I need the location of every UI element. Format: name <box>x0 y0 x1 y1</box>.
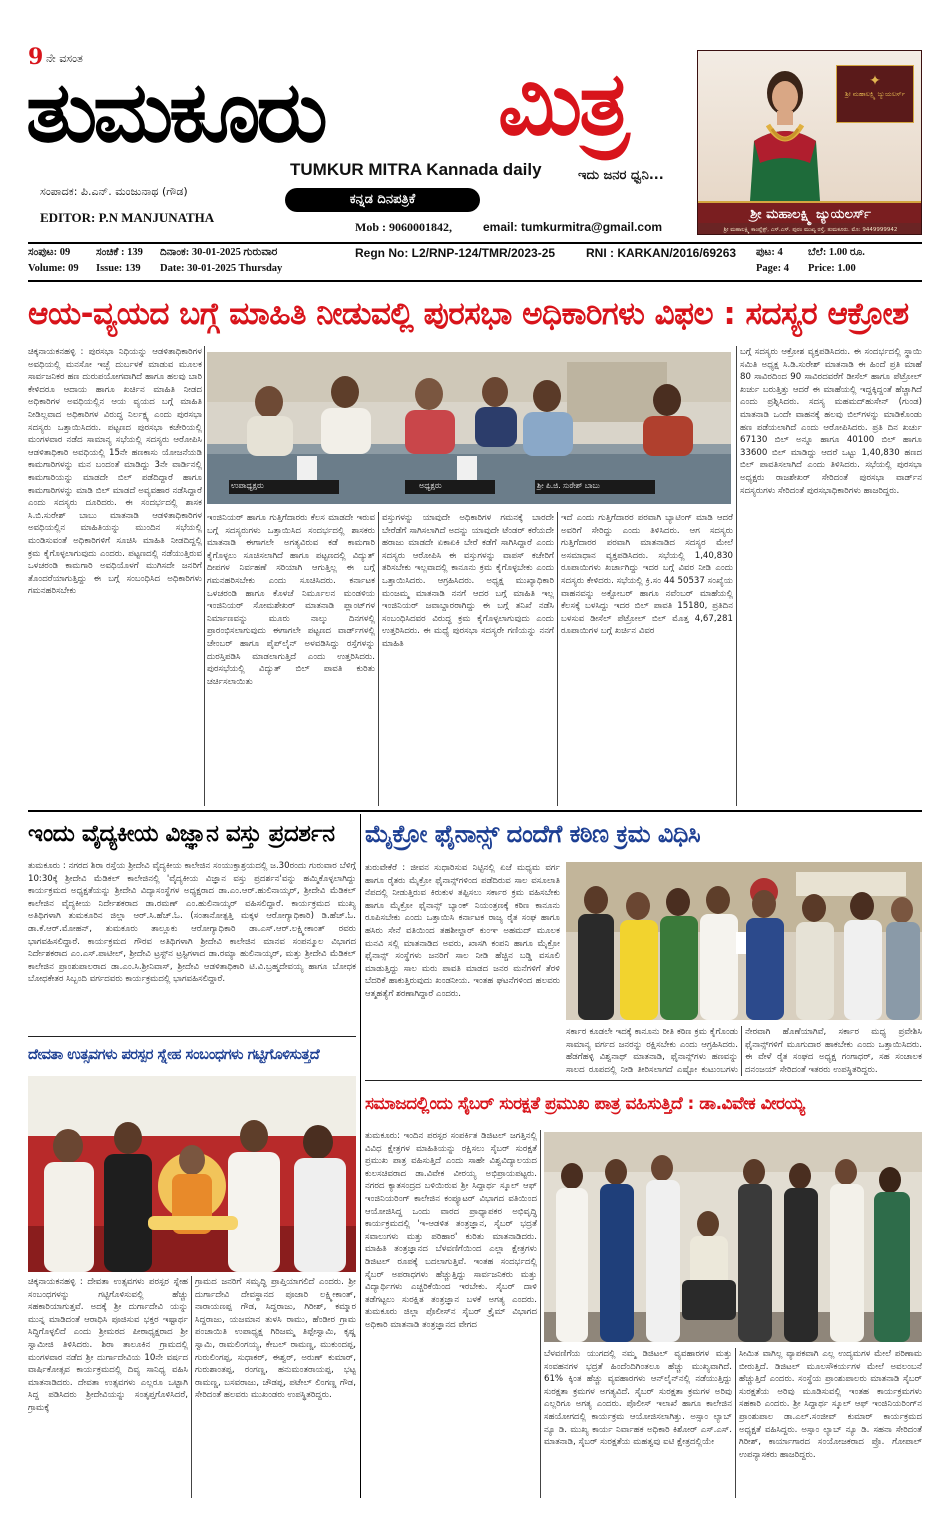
finance-divider <box>741 1026 742 1076</box>
cyber-column-3: ಸೀಮಿತ ವಾಗಿಲ್ಲ ವ್ಯಾಪಕವಾಗಿ ಎಲ್ಲ ಉದ್ಯಮಗಳ ಮೇಲೆ ಪರಿಣಾಮ ಬೀರುತ್ತಿದೆ. ಡಿಜಿಟಲ್ ಮೂಲಸೌಕರ್ಯಗಳ ಮೇಲೆ ಅವಲಂಬನೆ ಹೆಚ್ಚುತ್ತಿದೆ ಎಂದರು. ಸಂಸ್ಥೆಯ ಪ್ರಾಂಶುಪಾಲರು ಮಾತನಾಡಿ ಸೈಬರ್ ಸುರಕ್ಷತೆಯ ಅರಿವು ಮೂಡಿಸುವಲ್ಲಿ ಇಂತಹ ಕಾರ್ಯಕ್ರಮಗಳು ಸಹಕಾರಿ ಎಂದರು. ಶ್ರೀ ಸಿದ್ದಾರ್ಥ ಸ್ಕೂಲ್ ಆಫ್ ಇಂಜಿನಿಯರಿಂಗ್‌ನ ಪ್ರಾಂಶುಪಾಲ ಡಾ.ಎಲ್.ಸಂಜೀವ್ ಕುಮಾರ್ ಕಾರ್ಯಕ್ರಮದ ಅಧ್ಯಕ್ಷತೆ ವಹಿಸಿದ್ದರು. ಅಸ್ಸಾಂ ಲ್ಯಾಬ್ ನ್ಯೂ ಡಿ. ಸಹನಾ ಸೇರಿದಂತೆ ಗಿರೀಶ್, ಕಾರ್ಯಾಗಾರದ ಸಂಯೋಜಕರಾದ ಪ್ರೊ. ಗೋಪಾಲ್ ಉಪನ್ಯಾಸಕರು ಹಾಜರಿದ್ದರು. <box>739 1349 922 1460</box>
medical-body: ತುಮಕೂರು : ನಗರದ ಶಿರಾ ರಸ್ತೆಯ ಶ್ರೀದೇವಿ ವೈದ್ಯಕೀಯ ಕಾಲೇಜಿನ ಸಂಯುಕ್ತಾಶ್ರಯದಲ್ಲಿ ಜ.30ರಂದು ಗುರುವಾರ ಬೆಳಿಗ್ಗೆ 10:30ಕ್ಕೆ ಶ್ರೀದೇವಿ ಮೆಡಿಕಲ್ ಕಾಲೇಜಿನಲ್ಲಿ 'ವೈದ್ಯಕೀಯ ವಿಜ್ಞಾನ ವಸ್ತು ಪ್ರದರ್ಶನ'ವನ್ನು ಹಮ್ಮಿಕೊಳ್ಳಲಾಗಿದ್ದು ಕಾರ್ಯಕ್ರಮದ ಅಧ್ಯಕ್ಷತೆಯನ್ನು ಶ್ರೀದೇವಿ ವಿದ್ಯಾಸಂಸ್ಥೆಗಳ ಅಧ್ಯಕ್ಷರಾದ ಡಾ.ಎಂ.ಆರ್.ಹುಲಿನಾಯ್ಕರ್, ಶ್ರೀದೇವಿ ಮೆಡಿಕಲ್ ಕಾಲೇಜಿನ ವೈದ್ಯಕೀಯ ನಿರ್ದೇಶಕರಾದ ಡಾ.ರಮಣ್ ಎಂ.ಹುಲಿನಾಯ್ಕರ್ ವಹಿಸಲಿದ್ದಾರೆ. ಕಾರ್ಯಕ್ರಮದ ಮುಖ್ಯ ಅತಿಥಿಗಳಾಗಿ ತುಮಕೂರಿನ ಜಿಲ್ಲಾ ಆರ್.ಸಿ.ಹೆಚ್.ಓ. (ಸಂತಾನೋತ್ಪತ್ತಿ ಮಕ್ಕಳ ಆರೋಗ್ಯಾಧಿಕಾರಿ) ಡಿ.ಹೆಚ್.ಓ. ಡಾ.ಕೆ.ಆರ್.ಮೋಹನ್, ತುಮಕೂರು ತಾಲ್ಲೂಕು ಆರೋಗ್ಯಾಧಿಕಾರಿ ಡಾ.ಎಸ್.ಆರ್.ಲಕ್ಷ್ಮೀಕಾಂತ್ ರವರು ಭಾಗವಹಿಸಲಿದ್ದಾರೆ. ಕಾರ್ಯಕ್ರಮದ ಗೌರವ ಅತಿಥಿಗಳಾಗಿ ಶ್ರೀದೇವಿ ಕಾಲೇಜಿನ ಮಾನವ ಸಂಪನ್ಮೂಲ ವಿಭಾಗದ ನಿರ್ದೇಶಕರಾದ ಎಂ.ಎಸ್.ಪಾಟೀಲ್, ಶ್ರೀದೇವಿ ಟ್ರಸ್ಟ್‌ನ ಟ್ರಸ್ಟಿಗಳಾದ ಡಾ.ರಮ್ಯಾ ಹುಲಿನಾಯ್ಕರ್, ಮತ್ತು ಶ್ರೀದೇವಿ ಮೆಡಿಕಲ್ ಕಾಲೇಜಿನ ಪ್ರಾಂಶುಪಾಲರಾದ ಡಾ.ಎಂ.ಸಿ.ಶ್ರೀನಿವಾಸ್, ಶ್ರೀದೇವಿ ಆಡಳಿತಾಧಿಕಾರಿ ಟಿ.ವಿ.ಬ್ರಹ್ಮದೇವಯ್ಯ ಹಾಗೂ ಬೋಧಕ ಬೋಧಕೇತರ ಸಿಬ್ಬಂದಿ ವರ್ಗದವರು ಕಾರ್ಯಕ್ರಮದಲ್ಲಿ ಭಾಗವಹಿಸಲಿದ್ದಾರೆ. <box>28 861 356 985</box>
title-english: TUMKUR MITRA Kannada daily <box>290 160 542 179</box>
main-column-divider <box>360 814 361 1498</box>
page-english: Page: 4 <box>756 263 789 274</box>
finance-column-1: ತುರುವೇಕೆರೆ : ಜೀವನ ಸುಧಾರಿಸುವ ನಿಟ್ಟಿನಲ್ಲಿ ಏಜೆ ಮಧ್ಯಮ ವರ್ಗ ಹಾಗೂ ರೈತರು ಮೈಕ್ರೋ ಫೈನಾನ್ಸ್‌ಗಳಿಂದ ಪಡೆದಿರುವ ಸಾಲ ವಸೂಲಾತಿ ನೆಪದಲ್ಲಿ ನೀಡುತ್ತಿರುವ ಕಿರುಕುಳ ತಪ್ಪಿಸಲು ಸರ್ಕಾರ ಕ್ರಮ ವಹಿಸಬೇಕು ಹಾಗೂ ಮೈಕ್ರೋ ಫೈನಾನ್ಸ್ ಬ್ಯಾಂಕ್ ನಿಯಂತ್ರಣಕ್ಕೆ ಕಠಿಣ ಕಾನೂನು ರೂಪಿಸಬೇಕು ಎಂದು ಒತ್ತಾಯಿಸಿ ಕರ್ನಾಟಕ ರಾಜ್ಯ ರೈತ ಸಂಘ ಹಾಗೂ ಹಸಿರು ಸೇನೆ ವತಿಯಿಂದ ತಹಶೀಲ್ದಾರ್ ಕುಂಞ ಅಹಮದ್ ಮೂಲಕ ಮನವಿ ಸಲ್ಲಿ ಮಾತನಾಡಿದ ಅವರು, ಖಾಸಗಿ ಕಂಪನಿ ಹಾಗೂ ಮೈಕ್ರೋ ಫೈನಾನ್ಸ್ ಸಂಸ್ಥೆಗಳು ಜನರಿಗೆ ಸಾಲ ನೀಡಿ ಹೆಚ್ಚಿನ ಬಡ್ಡಿ ವಸೂಲಿ ಮಾಡುತ್ತಿದ್ದು ಸಾಲ ಮರು ಪಾವತಿ ಮಾಡದ ಜನರ ಮನೆಗಳಿಗೆ ತೆರಳಿ ಬೆದರಿಕೆ ಹಾಕುತ್ತಿರುವುದು ಖಂಡನೀಯ. ಇಂತಹ ಘಟನೆಗಳಿಂದ ಹಲವರು ಆತ್ಮಹತ್ಯೆಗೆ ಶರಣಾಗಿದ್ದಾರೆ ಎಂದರು. <box>365 863 560 999</box>
date-english: Date: 30-01-2025 Thursday <box>160 263 283 274</box>
cyber-headline: ಸಮಾಜದಲ್ಲಿಂದು ಸೈಬರ್ ಸುರಕ್ಷತೆ ಪ್ರಮುಖ ಪಾತ್ರ ವಹಿಸುತ್ತಿದೆ : ಡಾ.ವಿವೇಕ ವೀರಯ್ಯ <box>365 1094 805 1114</box>
cyber-column-2: ಬೆಳವಣಿಗೆಯ ಯುಗದಲ್ಲಿ ನಮ್ಮ ಡಿಜಿಟಲ್ ವ್ಯವಹಾರಗಳ ಮತ್ತು ಸಂವಹನಗಳ ಭದ್ರತೆ ಹಿಂದೆಂದಿಗಿಂತಲೂ ಹೆಚ್ಚು ಮುಖ್ಯವಾಗಿದೆ. 61% ಕ್ಕಿಂತ ಹೆಚ್ಚು ವ್ಯವಹಾರಗಳು ಆನ್‌ಲೈನ್‌ನಲ್ಲಿ ನಡೆಯುತ್ತಿದ್ದು ಸುರಕ್ಷತಾ ಕ್ರಮಗಳ ಅಗತ್ಯವಿದೆ. ಸೈಬರ್ ಸುರಕ್ಷತಾ ಕ್ರಮಗಳ ಅರಿವು ಎಲ್ಲರಿಗೂ ಅಗತ್ಯ ಎಂದರು. ಪೊಲೀಸ್ ಇಲಾಖೆ ಹಾಗೂ ಕಾಲೇಜಿನ ಸಹಯೋಗದಲ್ಲಿ ಕಾರ್ಯಕ್ರಮ ಆಯೋಜಿಸಲಾಗಿತ್ತು. ಅಸ್ಸಾಂ ಲ್ಯಾಬ್ ನ್ಯೂ ಡಿ. ಮುಖ್ಯ ಕಾರ್ಯ ನಿರ್ವಾಹಕ ಅಧಿಕಾರಿ ಕಿಶೋರ್ ಎಸ್.ಎಸ್. ಮಾತನಾಡಿ, ಸೈಬರ್ ಸುರಕ್ಷತೆಯ ಮಹತ್ವವು ಐಟಿ ಕ್ಷೇತ್ರದಲ್ಲಿಯೇ <box>544 1349 732 1448</box>
cyber-photo <box>544 1132 922 1342</box>
festival-photo <box>28 1076 356 1272</box>
cyber-column-1: ತುಮಕೂರು: ಇಂದಿನ ಪರಸ್ಪರ ಸಂಪರ್ಕಿತ ಡಿಜಿಟಲ್ ಜಗತ್ತಿನಲ್ಲಿ ವಿವಿಧ ಕ್ಷೇತ್ರಗಳ ಮಾಹಿತಿಯನ್ನು ರಕ್ಷಿಸಲು ಸೈಬರ್ ಸುರಕ್ಷತೆ ಪ್ರಮುಖ ಪಾತ್ರ ವಹಿಸುತ್ತಿದೆ ಎಂದು ಸಾಹೇ ವಿಶ್ವವಿದ್ಯಾಲಯದ ಕುಲಸಚಿವರಾದ ಡಾ.ವಿವೇಕ ವೀರಯ್ಯ ಅಭಿಪ್ರಾಯಪಟ್ಟರು. ನಗರದ ಕ್ಯಾತಸಂದ್ರದ ಬಳಿಯಿರುವ ಶ್ರೀ ಸಿದ್ದಾರ್ಥ ಸ್ಕೂಲ್ ಆಫ್ ಇಂಜಿನಿಯರಿಂಗ್ ಕಾಲೇಜಿನ ಕಂಪ್ಯೂಟರ್ ವಿಭಾಗದ ವತಿಯಿಂದ ಆಯೋಜಿಸಿದ್ದ ಒಂದು ವಾರದ ಪ್ರಾಧ್ಯಾಪಕರ ಅಭಿವೃದ್ಧಿ ಕಾರ್ಯಕ್ರಮದಲ್ಲಿ 'ಇ-ಆಡಳಿತ ತಂತ್ರಜ್ಞಾನ, ಸೈಬರ್ ಭದ್ರತೆ ಸವಾಲುಗಳು ಮತ್ತು ಪರಿಹಾರ' ಕುರಿತು ಮಾತನಾಡಿದರು. ಮಾಹಿತಿ ತಂತ್ರಜ್ಞಾನದ ಬೆಳವಣಿಗೆಯಿಂದ ಎಲ್ಲಾ ಕ್ಷೇತ್ರಗಳು ಡಿಜಿಟಲ್ ರೂಪಕ್ಕೆ ಬದಲಾಗುತ್ತಿವೆ. ಇಂತಹ ಸಂದರ್ಭದಲ್ಲಿ ಸೈಬರ್ ಅಪರಾಧಗಳು ಹೆಚ್ಚುತ್ತಿದ್ದು ಸಾರ್ವಜನಿಕರು ಮತ್ತು ವಿದ್ಯಾರ್ಥಿಗಳು ಎಚ್ಚರಿಕೆಯಿಂದ ಇರಬೇಕು. ಸೈಬರ್ ದಾಳಿ ತಡೆಗಟ್ಟಲು ಸುರಕ್ಷಿತ ತಂತ್ರಜ್ಞಾನ ಬಳಕೆ ಅಗತ್ಯ ಎಂದರು. ತುಮಕೂರು ಜಿಲ್ಲಾ ಪೊಲೀಸ್‌ನ ಸೈಬರ್ ಕ್ರೈಮ್ ವಿಭಾಗದ ಅಧಿಕಾರಿ ಮಾತನಾಡಿ ತಂತ್ರಜ್ಞಾನದ ವೇಗದ <box>365 1131 537 1330</box>
lead-headline: ಆಯ-ವ್ಯಯದ ಬಗ್ಗೆ ಮಾಹಿತಿ ನೀಡುವಲ್ಲಿ ಪುರಸಭಾ ಅಧಿಕಾರಿಗಳು ವಿಫಲ : ಸದಸ್ಯರ ಆಕ್ರೋಶ <box>28 296 909 332</box>
lead-divider-1 <box>204 346 205 806</box>
issue-kannada: ಸಂಚಿಕೆ : 139 <box>96 247 143 258</box>
edition-suffix: ನೇ ವಸಂತ <box>46 52 83 65</box>
ad-logo-panel <box>836 65 914 123</box>
ad-model-figure <box>740 63 830 201</box>
jewellery-ad <box>697 50 922 235</box>
festival-headline: ದೇವತಾ ಉತ್ಸವಗಳು ಪರಸ್ಪರ ಸ್ನೇಹ ಸಂಬಂಧಗಳು ಗಟ್ಟಿಗೊಳಿಸುತ್ತದೆ <box>28 1047 320 1063</box>
cyber-divider-2 <box>735 1348 736 1498</box>
photo-caption-mla-name: ಶ್ರೀ ಪಿ.ಜಿ. ಸುರೇಶ್ ಬಾಬು <box>537 481 600 490</box>
rule-medical-festival <box>28 1036 356 1037</box>
ad-address: ಶ್ರೀ ಮಹಾಲಕ್ಷ್ಮಿ ಕಾಂಪ್ಲೆಕ್ಸ್, ಎಸ್.ಎಸ್. ಪುರಂ ಮುಖ್ಯ ರಸ್ತೆ, ತುಮಕೂರು. ಮೊ: 9449999942 <box>723 227 898 233</box>
photo-caption-vice-president: ಉಪಾಧ್ಯಕ್ಷರು <box>231 481 264 490</box>
festival-column-1: ಚಿಕ್ಕನಾಯಕನಹಳ್ಳಿ : ದೇವತಾ ಉತ್ಸವಗಳು ಪರಸ್ಪರ ಸ್ನೇಹ ಸಂಬಂಧಗಳನ್ನು ಗಟ್ಟಿಗೊಳಿಸುವಲ್ಲಿ ಹೆಚ್ಚು ಸಹಕಾರಿಯಾಗುತ್ತವೆ. ಅದಕ್ಕೆ ಶ್ರೀ ದುರ್ಗಾದೇವಿ ಯನ್ನು ಮುನ್ನ ಮಾಡಿದಂತೆ ಆರಾಧಿಸಿ ಪೂಜಿಸುವ ಭಕ್ತರ ಇಷ್ಟಾರ್ಥ ಸಿದ್ಧಿಗೊಳ್ಳಲಿದೆ ಎಂದು ಶ್ರೀಮಠದ ಪೀಠಾಧ್ಯಕ್ಷರಾದ ಶ್ರೀ ಸ್ವಾಮೀಜಿ ತಿಳಿಸಿದರು. ಶಿರಾ ತಾಲೂಕಿನ ಗ್ರಾಮದಲ್ಲಿ ಮಂಗಳವಾರ ನಡೆದ ಶ್ರೀ ದುರ್ಗಾದೇವಿಯ 10ನೇ ವರ್ಷದ ವಾರ್ಷಿಕೋತ್ಸವ ಕಾರ್ಯಕ್ರಮದಲ್ಲಿ ದಿವ್ಯ ಸಾನಿಧ್ಯ ವಹಿಸಿ ಮಾತನಾಡಿದರು. ದೇವತಾ ಉತ್ಸವಗಳು ಎಲ್ಲರೂ ಒಟ್ಟಾಗಿ ಸಿದ್ದ ಪಡಿಸಿದರು ಶ್ರೀದೇವಿಯನ್ನು ಸಂತೃಪ್ತಗೊಳಿಸಿದರೆ, ಗ್ರಾಮಕ್ಕೆ <box>28 1277 188 1413</box>
masthead <box>0 0 690 240</box>
ad-brand-name: ಶ್ರೀ ಮಹಾಲಕ್ಷ್ಮಿ ಜ್ಯುಯಲರ್ಸ್ <box>750 207 871 222</box>
issue-english: Issue: 139 <box>96 263 141 274</box>
lead-photo <box>207 352 731 504</box>
price-kannada: ಬೆಲೆ: 1.00 ರೂ. <box>808 247 865 258</box>
lead-column-5: ಬಗ್ಗೆ ಸದಸ್ಯರು ಆಕ್ರೋಶ ವ್ಯಕ್ತಪಡಿಸಿದರು. ಈ ಸಂದರ್ಭದಲ್ಲಿ ಸ್ಥಾಯಿ ಸಮಿತಿ ಅಧ್ಯಕ್ಷ ಸಿ.ಡಿ.ಸುರೇಶ್ ಮಾತನಾಡಿ ಈ ಹಿಂದೆ ಪ್ರತಿ ಮಾಹೆ 80 ಸಾವಿರದಿಂದ 90 ಸಾವಿರದವರೆಗೆ ಡೀಸೆಲ್ ಹಾಗೂ ಪೆಟ್ರೋಲ್ ಖರ್ಚು ಬರುತ್ತಿತ್ತು ಆದರೆ ಈ ಮಾಹೆಯಲ್ಲಿ ಇದ್ದಕ್ಕಿದ್ದಂತೆ ಹೆಚ್ಚಾಗಿದೆ ಎಂದು ಪ್ರಶ್ನಿಸಿದರು. ಸದಸ್ಯ ಮಹಮದ್‌ಹುಸೇನ್ (ಗುಂಡ) ಮಾತನಾಡಿ ಒಂದೇ ವಾಹನಕ್ಕೆ ಹಲವು ಬಿಲ್‌ಗಳನ್ನು ಮಾಡಿಕೊಂಡು ಹಣ ಪಡೆಯಲಾಗಿದೆ ಎಂದು ಆರೋಪಿಸಿದರು. ಪ್ರತಿ ದಿನ ಖರ್ಚು 67130 ಬಿಲ್ ಅನ್ನೂ ಹಾಗೂ 40100 ಬಿಲ್ ಹಾಗೂ 33600 ಬಿಲ್ ಮಾಡಿದ್ದು ಆದರೆ ಒಟ್ಟು 1,40,830 ಹಣದ ಬಿಲ್ ಪಾವತಿಸಲಾಗಿದೆ ಎಂದು ತಿಳಿಸಿದರು. ಸಭೆಯಲ್ಲಿ ಪುರಸಭಾ ಅಧ್ಯಕ್ಷರು ರಾಜಶೇಖರ್ ಸೇರಿದಂತೆ ಪುರಸಭಾ ವಾರ್ಡ್‌ನ ಸದಸ್ಯರುಗಳು ಸೇರಿದಂತೆ ಪುರಸಭಾಧಿಕಾರಿಗಳು ಹಾಜರಿದ್ದರು. <box>740 347 922 496</box>
edition-number: 9 <box>28 44 44 70</box>
tagline: ಇದು ಜನರ ಧ್ವನಿ... <box>578 168 664 183</box>
email-address: email: tumkurmitra@gmail.com <box>483 220 663 234</box>
issue-info-bar <box>28 246 922 278</box>
lead-column-4: ಇದೆ ಎಂದು ಗುತ್ತಿಗೆದಾರರ ಪರವಾಗಿ ಬ್ಯಾಟಿಂಗ್ ಮಾಡಿ ಆದರೆ ಅವರಿಗೆ ಸೇರಿದ್ದು ಎಂದು ತಿಳಿಸಿದರು. ಆಗ ಸದಸ್ಯರು ಗುತ್ತಿಗೆದಾರರ ಪರವಾಗಿ ಮಾತನಾಡಿದ ಸದಸ್ಯರ ಮೇಲೆ ಅಸಮಾಧಾನ ವ್ಯಕ್ತಪಡಿಸಿದರು. ಸಭೆಯಲ್ಲಿ 1,40,830 ರೂಪಾಯಿಗಳು ಖರ್ಚಾಗಿದ್ದು ಇದರ ಬಗ್ಗೆ ವಿವರ ನೀಡಿ ಎಂದು ಸದಸ್ಯರು ಕೇಳಿದರು. ಸಭೆಯಲ್ಲಿ ಕ್ರಿ.ಸಂ 44 50537 ಸಂಖ್ಯೆಯ ವಾಹನವನ್ನು ಅಕ್ಟೋಬರ್ ಹಾಗೂ ನವೆಂಬರ್ ಮಾಹೆಯಲ್ಲಿ ಕೆಲಸಕ್ಕೆ ಬಳಸಿದ್ದು ಇದರ ಬಿಲ್ ಪಾವತಿ 15180, ಪ್ರತಿದಿನ ಬಳಸುವ ಡೀಸೆಲ್ ಪೆಟ್ರೋಲ್ ಬಿಲ್ ಮೊತ್ತ 4,67,281 ರೂಪಾಯಿಗಳ ಬಗ್ಗೆ ಖರ್ಚಿನ ವಿವರ <box>561 513 733 637</box>
volume-kannada: ಸಂಪುಟ: 09 <box>28 247 71 258</box>
lead-divider-3 <box>557 512 558 806</box>
issue-rule-top <box>28 242 922 244</box>
finance-column-3: ನೇರವಾಗಿ ಹೊಣೆಯಾಗಿವೆ, ಸರ್ಕಾರ ಮಧ್ಯ ಪ್ರವೇಶಿಸಿ ಫೈನಾನ್ಸ್‌ಗಳಿಗೆ ಮೂಗುದಾರ ಹಾಕಬೇಕು ಎಂದು ಒತ್ತಾಯಿಸಿದರು. ಈ ವೇಳೆ ರೈತ ಸಂಘದ ಅಧ್ಯಕ್ಷ ಗಂಗಾಧರ್, ಸಹ ಸಂಚಾಲಕ ದನಂಜಯ್ ಸೇರಿದಂತೆ ಇತರರು ಉಪಸ್ಥಿತರಿದ್ದರು. <box>745 1027 922 1075</box>
lead-column-3: ವಸ್ತುಗಳನ್ನು ಯಾವುದೇ ಅಧಿಕಾರಿಗಳ ಗಮನಕ್ಕೆ ಬಾರದೇ ಬೇರೆಡೆಗೆ ಸಾಗಿಸಲಾಗಿದೆ ಅದನ್ನು ಯಾವುದೇ ಟೆಂಡರ್ ಕರೆಯದೇ ಹರಾಜು ಮಾಡದೇ ಏಕಾಏಕಿ ಬೇರೆ ಕಡೆಗೆ ಸಾಗಿಸಿದ್ದಾರೆ ಎಂದು ಸದಸ್ಯರು ಆರೋಪಿಸಿ ಈ ವಸ್ತುಗಳನ್ನು ವಾಪಸ್ ಕಚೇರಿಗೆ ತರಿಸಬೇಕು ಇಲ್ಲವಾದಲ್ಲಿ ಕಾನೂನು ಕ್ರಮ ಕೈಗೊಳ್ಳಬೇಕು ಎಂದು ಒತ್ತಾಯಿಸಿದರು. ಆಗ್ರಹಿಸಿದರು. ಅಧ್ಯಕ್ಷ ಮುಖ್ಯಾಧಿಕಾರಿ ಮಂಜಮ್ಮ ಮಾತನಾಡಿ ನನಗೆ ಆದರ ಬಗ್ಗೆ ಮಾಹಿತಿ ಇಲ್ಲ ಇಂಜಿನಿಯರ್ ಜವಾಬ್ದಾರರಾಗಿದ್ದು ಈ ಬಗ್ಗೆ ತನಿಖೆ ನಡೆಸಿ ಸಂಬಂಧಿಸಿದವರ ವಿರುದ್ಧ ಕ್ರಮ ಕೈಗೊಳ್ಳಲಾಗುವುದು ಎಂದು ಉತ್ತರಿಸಿದರು. ಈ ಮಧ್ಯೆ ಪುರಸಭಾ ಸದಸ್ಯರೇ ಗಣಿಯನ್ನು ನನಗೆ ಮಾಹಿತಿ <box>382 513 554 649</box>
finance-photo <box>566 862 922 1020</box>
lead-divider-4 <box>736 346 737 806</box>
lead-column-2: ಇಂಜಿನಿಯರ್ ಹಾಗೂ ಗುತ್ತಿಗೆದಾರರು ಕೆಲಸ ಮಾಡದೇ ಇರುವ ಬಗ್ಗೆ ಸದಸ್ಯರುಗಳು ಒತ್ತಾಯಿಸಿದ ಸಂದರ್ಭದಲ್ಲಿ ಶಾಸಕರು ಮಾತನಾಡಿ ಈಗಾಗಲೇ ಅಗತ್ಯವಿರುವ ಕಡೆ ಕಾಮಗಾರಿ ಕೈಗೊಳ್ಳಲು ಸೂಚಿಸಲಾಗಿದೆ ಹಾಗೂ ಪಟ್ಟಣದಲ್ಲಿ ವಿದ್ಯುತ್ ದೀಪಗಳ ನಿರ್ವಹಣೆ ಸರಿಯಾಗಿ ಆಗುತ್ತಿಲ್ಲ ಈ ಬಗ್ಗೆ ಗಮನಹರಿಸಬೇಕು ಎಂದು ಸೂಚಿಸಿದರು. ಕರ್ನಾಟಕ ಒಳಚರಂಡಿ ಹಾಗೂ ಕೊಳಚೆ ನಿರ್ಮೂಲನ ಮಂಡಳಿಯ ಇಂಜಿನಿಯರ್ ಸೋಮಶೇಖರ್ ಮಾತನಾಡಿ ಪ್ಲಾಂಟ್‌ಗಳ ನಿರ್ಮಾಣವನ್ನು ಮೂರು ನಾಲ್ಕು ದಿನಗಳಲ್ಲಿ ಪ್ರಾರಂಭಿಸಲಾಗುವುದು ಈಗಾಗಲೇ ಪಟ್ಟಣದ ವಾರ್ಡ್‌ಗಳಲ್ಲಿ ಚೇಂಬರ್ ಹಾಗೂ ಪೈಪ್‌ಲೈನ್ ಅಳವಡಿಸಿದ್ದು ರಸ್ತೆಗಳನ್ನು ದುರಸ್ತಿಪಡಿಸಿ ಮಾಡಲಾಗುತ್ತಿದೆ ಎಂದು ಉತ್ತರಿಸಿದರು. ಪುರಸಭೆಯಲ್ಲಿ ವಿದ್ಯುತ್ ಬಿಲ್ ಪಾವತಿ ಕುರಿತು ಚರ್ಚಿಸಲಾಯಿತು <box>207 513 375 687</box>
cyber-divider-1 <box>540 1130 541 1498</box>
ad-logo-text: ಶ್ರೀ ಮಹಾಲಕ್ಷ್ಮಿ ಜ್ಯುಯಲರ್ಸ್ <box>845 90 905 98</box>
ad-brand-bar <box>698 201 922 223</box>
editor-english: EDITOR: P.N MANJUNATHA <box>40 210 215 225</box>
page-kannada: ಪುಟ: 4 <box>756 247 783 258</box>
mobile-number: Mob : 9060001842, <box>355 220 452 234</box>
finance-headline: ಮೈಕ್ರೋ ಫೈನಾನ್ಸ್ ದಂದೆಗೆ ಕಠಿಣ ಕ್ರಮ ವಿಧಿಸಿ <box>365 820 701 848</box>
rule-finance-cyber <box>365 1080 922 1081</box>
volume-english: Volume: 09 <box>28 263 79 274</box>
daily-badge: ಕನ್ನಡ ದಿನಪತ್ರಿಕೆ <box>285 188 480 212</box>
lead-column-1: ಚಿಕ್ಕನಾಯಕನಹಳ್ಳಿ : ಪುರಸಭಾ ನಿಧಿಯನ್ನು ಆಡಳಿತಾಧಿಕಾರಿಗಳ ಅವಧಿಯಲ್ಲಿ ಮನಸೋ ಇಚ್ಛೆ ದುರ್ಬಳಕೆ ಮಾಡುವ ಮೂಲಕ ಸಾರ್ವಜನಿಕರ ಹಣ ದುರುಪಯೋಗವಾಗಿದೆ ಹಾಗೂ ಹಲವು ಬಾರಿ ಕೇಳಿದರೂ ಆದಾಯ ಹಾಗೂ ಖರ್ಚಿನ ಮಾಹಿತಿ ನೀಡದ ಅಧಿಕಾರಿಗಳ ಅವಧಿಯಲ್ಲಿನ ಆಯ ವ್ಯಯದ ಬಗ್ಗೆ ಮಾಹಿತಿ ನೀಡಿಲ್ಲವಾದ ಅಧಿಕಾರಿಗಳ ವಿರುದ್ಧ ನಿರ್ಲಕ್ಷ್ಯ ಎಂದು ಪುರಸಭಾ ಸದಸ್ಯರು ಒತ್ತಾಯಿಸಿದರು. ಪಟ್ಟಣದ ಪುರಸಭಾ ಕಚೇರಿಯಲ್ಲಿ ಮಂಗಳವಾರ ನಡೆದ ಸಾಮಾನ್ಯ ಸಭೆಯಲ್ಲಿ ಸದಸ್ಯರು ಆರೋಪಿಸಿ ಆಡಳಿತಾಧಿಕಾರಿ ಅವಧಿಯಲ್ಲಿ 15ನೇ ಹಣಕಾಸು ಯೋಜನೆಯಡಿ ಕಾಮಗಾರಿಗಳನ್ನು ಮನ ಬಂದಂತೆ ಮಾಡಿದ್ದು 3ನೇ ವಾರ್ಡಿನಲ್ಲಿ ಕಾಮಗಾರಿಯನ್ನು ಮಾಡದೇ ಬಿಲ್ ಪಡೆದಿದ್ದಾರೆ ಹಾಗೂ ಕಾಮಗಾರಿಗಳನ್ನು ಮಾಡಿ ಬಿಲ್ ಮಾಡದೆ ಅವ್ಯವಹಾರ ನಡೆಸಿದ್ದಾರೆ ಎಂದು ಸದಸ್ಯರು ದೂರಿದರು. ಈ ಸಂದರ್ಭದಲ್ಲಿ ಶಾಸಕ ಸಿ.ಬಿ.ಸುರೇಶ್ ಬಾಬು ಮಾತನಾಡಿ ಆಡಳಿತಾಧಿಕಾರಿಗಳ ಅವಧಿಯಲ್ಲಿನ ಮಾಹಿತಿಯನ್ನು ಮುಂದಿನ ಸಭೆಯಲ್ಲಿ ಮಂಡಿಸುವಂತೆ ಅಧಿಕಾರಿಗಳಿಗೆ ಸೂಚಿಸಿ ಮಾಹಿತಿ ನೀಡದಿದ್ದಲ್ಲಿ ಕ್ರಮ ಕೈಗೊಳ್ಳಲಾಗುವುದು ಎಂದರು. ಪಟ್ಟಣದಲ್ಲಿ ನಡೆಯುತ್ತಿರುವ ಒಳಚರಂಡಿ ಕಾಮಗಾರಿ ಅವಧಿಯೊಳಗೆ ಮುಗಿಸದೇ ಜನರಿಗೆ ತೊಂದರೆಯಾಗುತ್ತಿದ್ದು ಈ ಬಗ್ಗೆ ಸಂಬಂಧಿಸಿದ ಅಧಿಕಾರಿಗಳು ಗಮನಹರಿಸಬೇಕು <box>28 347 202 597</box>
date-kannada: ದಿನಾಂಕ: 30-01-2025 ಗುರುವಾರ <box>160 247 278 258</box>
lead-divider-2 <box>378 512 379 806</box>
festival-divider <box>191 1276 192 1498</box>
title-kannada-main: ತುಮಕೂರು <box>26 63 324 161</box>
title-kannada-accent: ಮಿತ್ರ <box>498 52 627 155</box>
festival-column-2: ಗ್ರಾಮದ ಜನರಿಗೆ ಸಮೃದ್ಧಿ ಪ್ರಾಪ್ತಿಯಾಗಲಿದೆ ಎಂದರು. ಶ್ರೀ ದುರ್ಗಾದೇವಿ ದೇವಸ್ಥಾನದ ಪೂಜಾರಿ ಲಕ್ಷ್ಮೀಕಾಂತ್, ನಾರಾಯಣಪ್ಪ ಗೌಡ, ಸಿದ್ದರಾಜು, ಗಿರೀಶ್, ಕಮ್ಮಾರ ಸಿದ್ದರಾಜು, ಯಜಮಾನ ತುಳಸಿ ರಾಮು, ಹೆಂಡೀರ ಗ್ರಾಮ ಪಂಚಾಯಿತಿ ಉಪಾಧ್ಯಕ್ಷ ಗಿರಿಜಮ್ಮ ತಿಪ್ಪೇಸ್ವಾಮಿ, ಕೃಷ್ಣ ಸ್ವಾಮಿ, ರಾಮಲಿಂಗಯ್ಯ, ಕೇಬಲ್ ರಾಮಣ್ಣ, ಮುಕುಂದಪ್ಪ, ಗುರುಲಿಂಗಪ್ಪ, ಸುಧಾಕರ್, ಈಶ್ವರ್, ಅರುಣ್ ಕುಮಾರ್, ಗುರುಶಾಂತಪ್ಪ, ರಂಗಣ್ಣ, ಹನುಮಂತರಾಯಪ್ಪ, ಭಟ್ಟ ರಾಮಣ್ಣ, ಬಸವರಾಜು, ಚೌಡಪ್ಪ, ಪಟೇಲ್ ಲಿಂಗಣ್ಣ ಗೌಡ, ಸೇರಿದಂತೆ ಹಲವರು ಮುಖಂಡರು ಉಪಸ್ಥಿತರಿದ್ದರು. <box>195 1277 356 1401</box>
ad-logo-star-icon: ✦ <box>869 73 881 89</box>
finance-column-2: ಸರ್ಕಾರ ಕೂಡಲೇ ಇದಕ್ಕೆ ಕಾನೂನು ರೀತಿ ಕಠಿಣ ಕ್ರಮ ಕೈಗೊಂಡು ಸಾಮಾನ್ಯ ವರ್ಗದ ಜನರನ್ನು ರಕ್ಷಿಸಬೇಕು ಎಂದು ಆಗ್ರಹಿಸಿದರು. ಹೆಡಗೆಹಳ್ಳಿ ವಿಶ್ವನಾಥ್ ಮಾತನಾಡಿ, ಫೈನಾನ್ಸ್‌ಗಳು ಹಣವನ್ನು ಸಾಲದ ರೂಪದಲ್ಲಿ ನೀಡಿ ತೀರಿಸಲಾಗದೆ ಎಷ್ಟೋ ಕುಟುಂಬಗಳು <box>566 1027 738 1075</box>
price-english: Price: 1.00 <box>808 263 856 274</box>
rni-number: RNI : KARKAN/2016/69263 <box>586 246 737 260</box>
issue-rule-bottom <box>28 280 922 282</box>
registration-number: Regn No: L2/RNP-124/TMR/2023-25 <box>355 246 556 260</box>
editor-kannada: ಸಂಪಾದಕ: ಪಿ.ಎನ್. ಮಂಜುನಾಥ (ಗೌಡ) <box>40 185 188 198</box>
medical-headline: ಇಂದು ವೈದ್ಯಕೀಯ ವಿಜ್ಞಾನ ವಸ್ತು ಪ್ರದರ್ಶನ <box>28 821 335 847</box>
photo-caption-president: ಅಧ್ಯಕ್ಷರು <box>419 481 442 490</box>
